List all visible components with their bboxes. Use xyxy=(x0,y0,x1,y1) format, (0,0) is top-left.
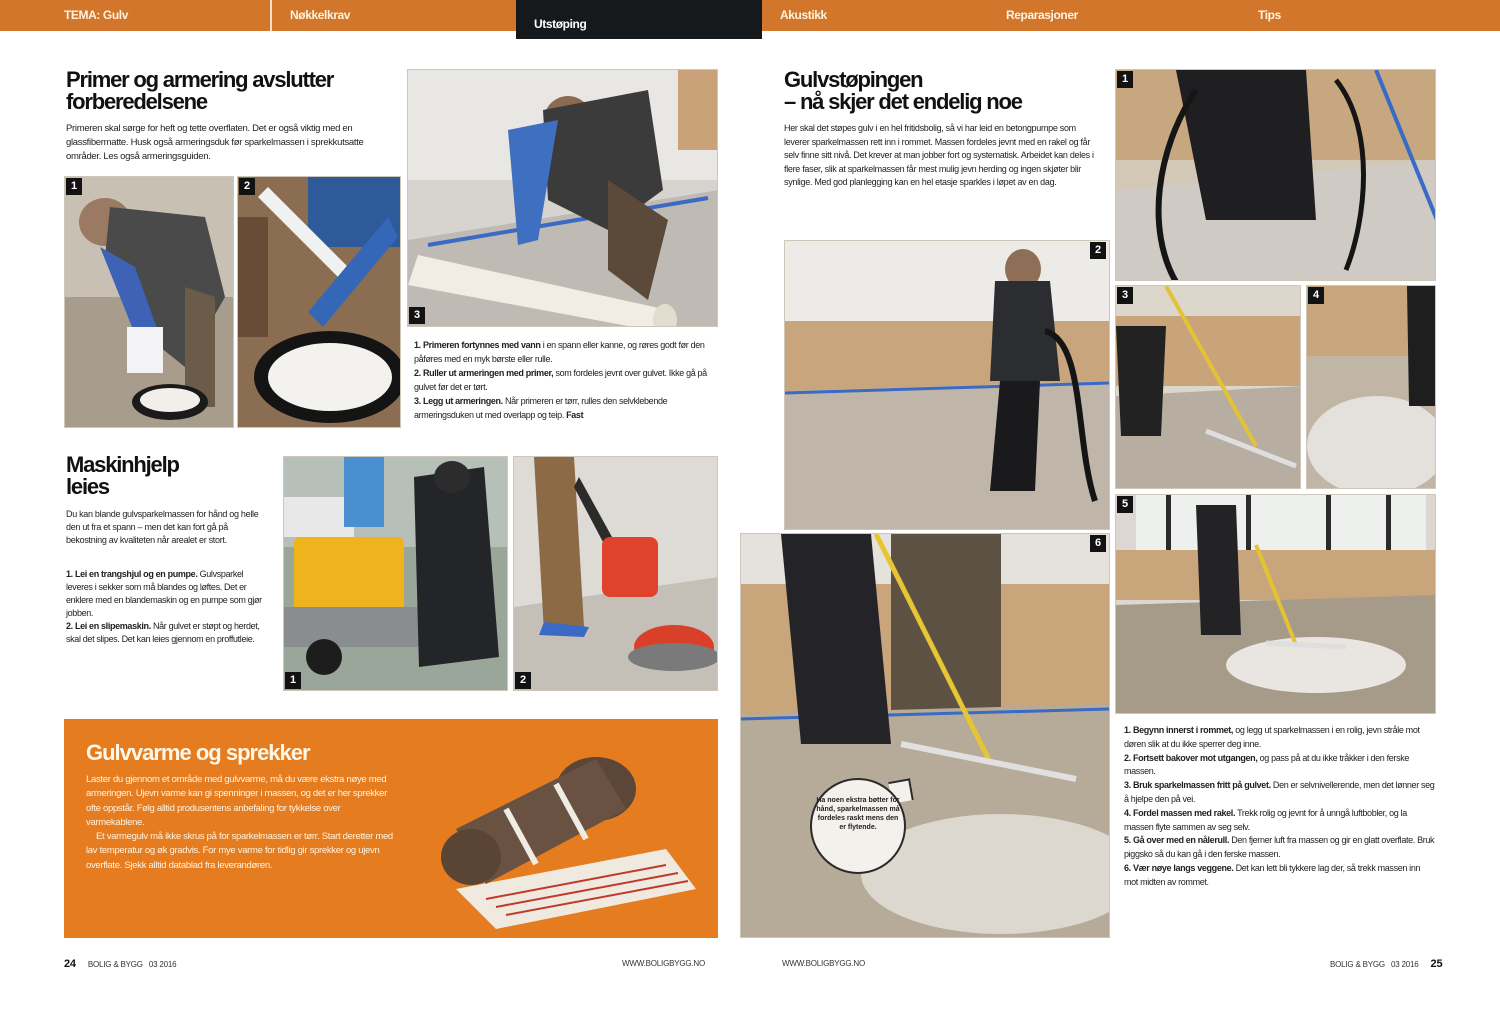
cast-caption-5-lead: 5. Gå over med en nålerull. xyxy=(1124,835,1230,846)
magazine-name-right: BOLIG & BYGG xyxy=(1330,960,1385,969)
caption-3-lead: 3. Legg ut armeringen. xyxy=(414,396,503,406)
cast-caption-1-lead: 1. Begynn innerst i rommet, xyxy=(1124,725,1234,735)
photo-number: 6 xyxy=(1090,535,1106,552)
primer-captions xyxy=(414,338,716,422)
machine-lead: Du kan blande gulvsparkelmassen for hånd og helle den ut fra et spann – men det kan fort gå på bekostning av kvaliteten når arealet er stort. xyxy=(66,509,259,545)
photo-rolling-mat xyxy=(407,69,718,327)
machine-heading-line1: Maskinhjelp xyxy=(66,452,179,477)
issue-tag-left: 03 2016 xyxy=(148,960,177,969)
photo-number: 1 xyxy=(1117,71,1133,88)
cast-caption-4-lead: 4. Fordel massen med rakel. xyxy=(1124,807,1236,818)
photo-grinding-machine xyxy=(513,456,718,691)
page-number-left: 24 xyxy=(64,958,76,970)
site-url-left[interactable]: WWW.BOLIGBYGG.NO xyxy=(622,959,706,968)
floor-heating-para-1: Laster du gjennom et område med gulvvarme, må du være ekstra nøye med armeringen. Ujevn varme kan gi spenninger i massen, og det er her sprekker ofte oppstår. Følg alltid produsentens anbefaling for tykkelse over varmekablene. xyxy=(86,774,387,828)
machine-item-1-text: Gulvsparkel leveres i sekker som må blandes og løftes. Det er enklere med en blandemaskin og en pumpe som gjør jobben. xyxy=(66,569,262,618)
cast-caption-6-lead: 6. Vær nøye langs veggene. xyxy=(1124,862,1234,873)
photo-number: 5 xyxy=(1117,496,1133,513)
primer-heading-line2: forberedelsene xyxy=(66,89,207,114)
caption-1-text: i en spann eller kanne, og røres godt før den påføres med en myk børste eller rulle. xyxy=(414,340,705,364)
tip-bubble-text: Ha noen ekstra bøtter for hånd, sparkelmassen må fordeles raskt mens den er flytende. xyxy=(816,797,900,831)
nav-tab-akustikk[interactable]: Akustikk xyxy=(780,8,827,22)
nav-divider xyxy=(270,0,272,31)
photo-primer-bucket xyxy=(237,176,401,428)
heating-mat-illustration xyxy=(416,739,706,929)
photo-number: 2 xyxy=(515,672,531,689)
right-footer xyxy=(1330,958,1442,971)
photo-number: 4 xyxy=(1308,287,1324,304)
photo-number: 2 xyxy=(1090,242,1106,259)
nav-tab-utstoping[interactable]: Utstøping xyxy=(516,0,762,39)
photo-number: 1 xyxy=(66,178,82,195)
casting-heading-line2: – nå skjer det endelig noe xyxy=(784,89,1022,114)
photo-number: 2 xyxy=(239,178,255,195)
photo-number: 1 xyxy=(285,672,301,689)
floor-heating-title: Gulvvarme og sprekker xyxy=(86,740,310,765)
primer-lead: Primeren skal sørge for heft og tette overflaten. Det er også viktig med en glassfibermatte. Husk også armeringsduk før sparkelmassen i sprekkutsatte områder. Les også armeringsguiden. xyxy=(66,123,364,162)
machine-item-2-lead: 2. Lei en slipemaskin. xyxy=(66,621,151,631)
photo-spreading-rake xyxy=(1115,285,1301,489)
machine-item-2-text: Når gulvet er støpt og herdet, skal det slipes. Det kan leies gjennom en proffutleie. xyxy=(66,621,260,644)
machine-heading xyxy=(66,454,179,498)
casting-heading-line1: Gulvstøpingen xyxy=(784,67,923,92)
site-url-right[interactable]: WWW.BOLIGBYGG.NO xyxy=(782,959,866,968)
photo-pump-machine xyxy=(283,456,508,691)
cast-caption-4-text: Trekk rolig og jevnt for å unngå luftbobler, og la massen flyte sammen av seg selv. xyxy=(1124,807,1407,832)
caption-2-text: som fordeles jevnt over gulvet. Ikke gå på gulvet før det er tørt. xyxy=(414,368,707,392)
photo-rake-close xyxy=(740,533,1110,938)
cast-caption-5-text: Den fjerner luft fra massen og gir en glatt overflate. Bruk piggsko så du kan gå i den ferske massen. xyxy=(1124,835,1435,860)
photo-pumping-floor xyxy=(1115,69,1436,281)
cast-caption-3-text: Den er selvnivellerende, men det lønner seg å hjelpe den på vei. xyxy=(1124,780,1435,804)
casting-lead: Her skal det støpes gulv i en hel fritidsbolig, så vi har leid en betongpumpe som leverer sparkelmassen rett inn i rommet. Massen fordeles jevnt med en rakel og får selv finne sitt nivå. Det krever at man jobber fort og systematisk. Arbeidet kan deles i flere faser, slik at sparkelmassen får mest mulig jevn herding og ingen skjøter blir synlige. Med god planlegging kan en hel etasje sparkles i løpet av en dag. xyxy=(784,123,1094,187)
cast-caption-1-text: og legg ut sparkelmassen i en rolig, jevn stråle mot døren slik at du ikke sperrer deg inne. xyxy=(1124,725,1420,749)
photo-number: 3 xyxy=(1117,287,1133,304)
floor-heating-text xyxy=(86,773,398,873)
issue-tag-right: 03 2016 xyxy=(1390,960,1419,969)
primer-heading xyxy=(66,69,333,113)
caption-1-lead: 1. Primeren fortynnes med vann xyxy=(414,340,541,350)
cast-caption-2-text: og pass på at du ikke tråkker i den ferske massen. xyxy=(1124,752,1410,777)
machine-items xyxy=(66,568,270,646)
machine-item-1-lead: 1. Lei en trangshjul og en pumpe. xyxy=(66,569,198,579)
photo-man-with-hose xyxy=(784,240,1110,530)
machine-heading-line2: leies xyxy=(66,474,109,499)
nav-tab-reparasjoner[interactable]: Reparasjoner xyxy=(1006,8,1078,22)
photo-primer-pouring xyxy=(64,176,234,428)
cast-caption-6-text: Det kan lett bli tykkere lag der, så trekk massen inn mot midten av rommet. xyxy=(1124,862,1421,887)
floor-heating-box xyxy=(64,719,718,938)
nav-tab-tema[interactable]: TEMA: Gulv xyxy=(64,8,128,22)
casting-heading xyxy=(784,69,1022,113)
cast-caption-3-lead: 3. Bruk sparkelmassen fritt på gulvet. xyxy=(1124,780,1271,791)
caption-3-text: Når primeren er tørr, rulles den selvklebende armeringsduken ut med overlapp og teip. xyxy=(414,396,668,420)
cast-caption-2-lead: 2. Fortsett bakover mot utgangen, xyxy=(1124,752,1258,763)
photo-wet-floor xyxy=(1306,285,1436,489)
caption-2-lead: 2. Ruller ut armeringen med primer, xyxy=(414,368,554,378)
magazine-name-left: BOLIG & BYGG xyxy=(87,960,143,969)
nav-tab-nokkelkrav[interactable]: Nøkkelkrav xyxy=(290,8,351,22)
casting-captions xyxy=(1124,724,1436,890)
primer-heading-line1: Primer og armering avslutter xyxy=(66,67,334,92)
photo-window-room xyxy=(1115,494,1436,714)
nav-tab-tips[interactable]: Tips xyxy=(1258,8,1281,22)
photo-number: 3 xyxy=(409,307,425,324)
caption-3-end: Fast xyxy=(566,410,584,420)
left-footer xyxy=(64,958,176,971)
floor-heating-para-2: Et varmegulv må ikke skrus på for sparkelmassen er tørr. Start deretter med lav temperatur og øk gradvis. For mye varme for tidlig gir sprekker og ujevn overflate. Sjekk alltid datablad fra leverandøren. xyxy=(86,831,393,871)
page-number-right: 25 xyxy=(1430,958,1443,970)
